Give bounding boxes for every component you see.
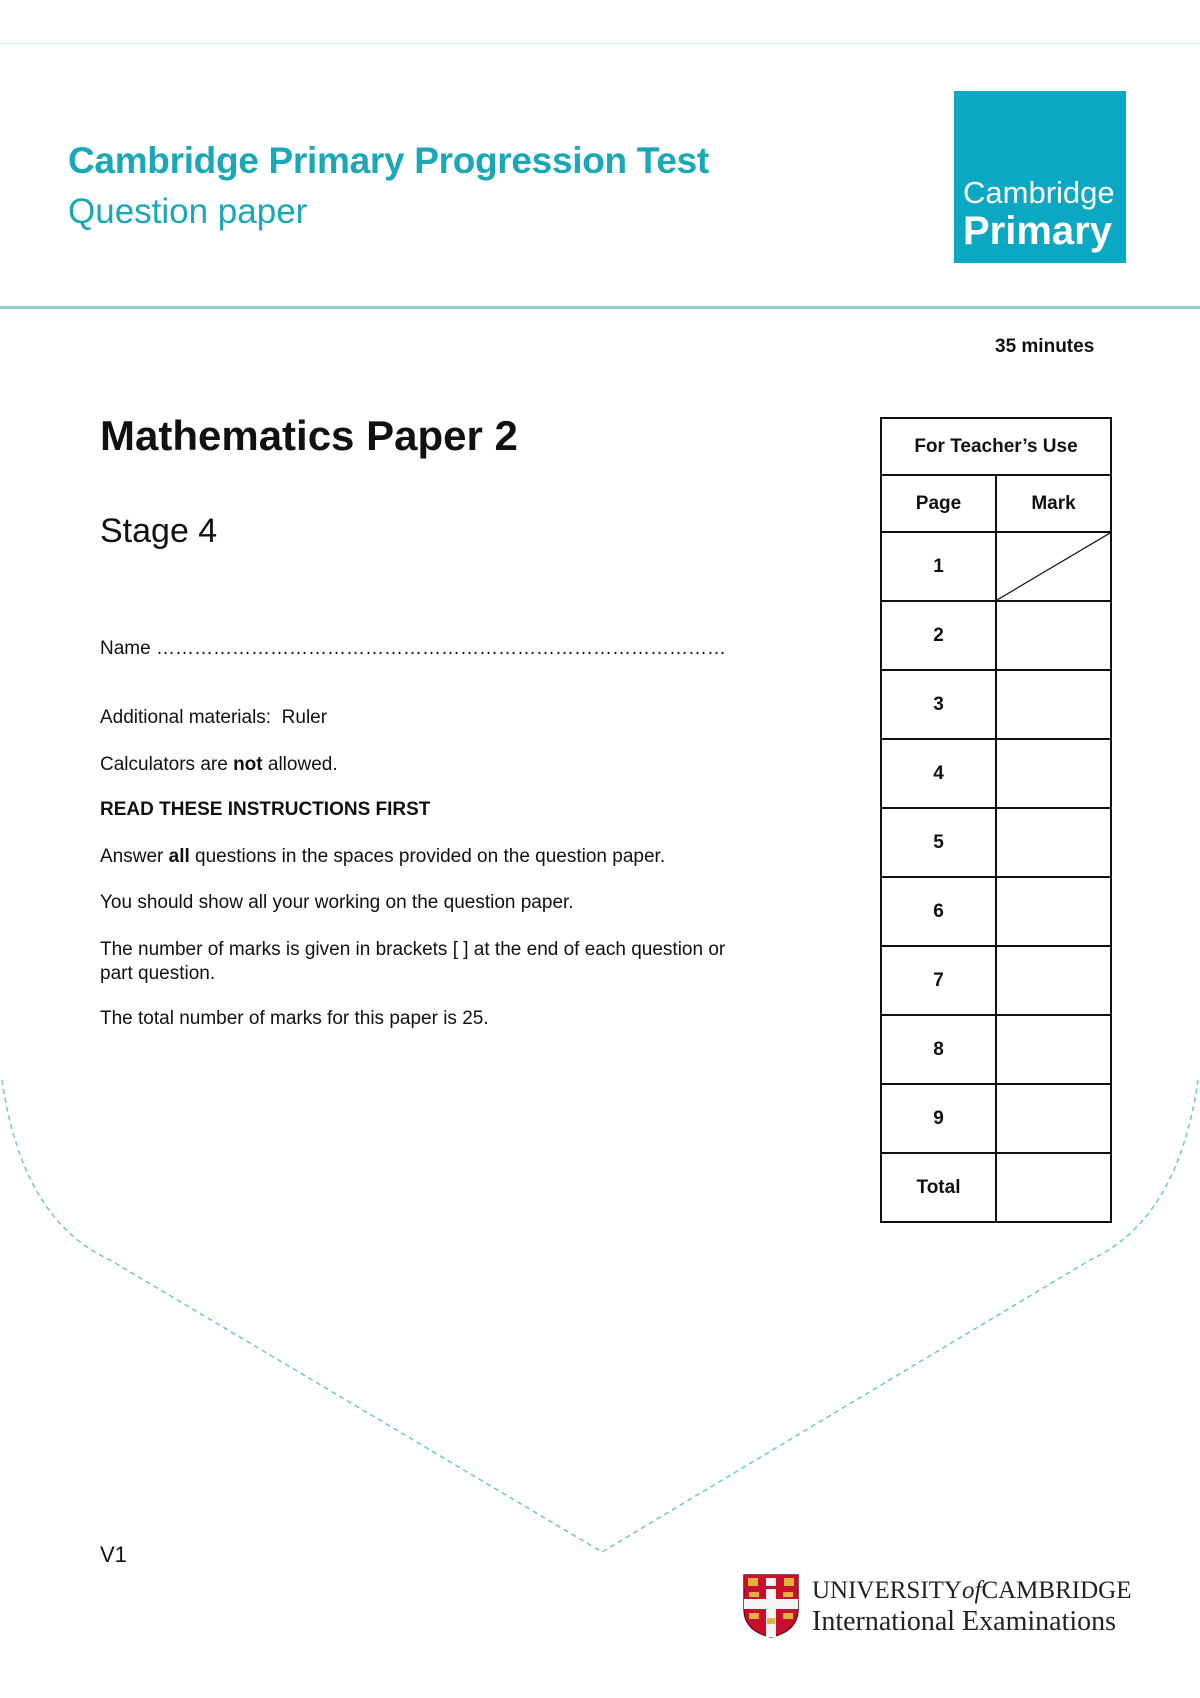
university-name [812, 1577, 1131, 1605]
univ-of: of [962, 1577, 982, 1604]
page-cell-5: 5 [881, 808, 996, 877]
mark-cell-6 [996, 877, 1111, 946]
page-cell-total: Total [881, 1153, 996, 1222]
page-cell-7: 7 [881, 946, 996, 1015]
stage-label: Stage 4 [100, 512, 218, 550]
univ-pre: UNIVERSITY [812, 1577, 962, 1604]
page-cell-6: 6 [881, 877, 996, 946]
page-cell-3: 3 [881, 670, 996, 739]
answer-instruction [100, 846, 665, 868]
teacher-table-title: For Teacher’s Use [881, 418, 1111, 475]
mark-cell-total [996, 1153, 1111, 1222]
page-cell-1: 1 [881, 532, 996, 601]
header-divider [0, 306, 1200, 309]
logo-line1: Cambridge [963, 175, 1115, 210]
cambridge-primary-logo [954, 91, 1126, 263]
logo-line2: Primary [963, 209, 1112, 253]
header-subtitle: Question paper [68, 192, 308, 231]
mark-cell-4 [996, 739, 1111, 808]
answer-bold: all [168, 846, 190, 867]
materials-line [100, 707, 327, 729]
duration-label: 35 minutes [995, 336, 1095, 357]
mark-cell-3 [996, 670, 1111, 739]
mark-cell-5 [996, 808, 1111, 877]
international-examinations: International Examinations [812, 1606, 1117, 1637]
page-cell-9: 9 [881, 1084, 996, 1153]
materials-label: Additional materials: [100, 707, 272, 728]
mark-cell-8 [996, 1015, 1111, 1084]
university-crest-icon [742, 1573, 800, 1639]
page-cell-2: 2 [881, 601, 996, 670]
teacher-use-table [880, 417, 1112, 1223]
mark-cell-2 [996, 601, 1111, 670]
top-divider [0, 43, 1200, 44]
working-instruction: You should show all your working on the question paper. [100, 892, 574, 913]
answer-pre: Answer [100, 846, 164, 867]
name-line [100, 638, 726, 660]
column-header-page: Page [881, 475, 996, 532]
mark-cell-9 [996, 1084, 1111, 1153]
name-label: Name [100, 638, 151, 659]
answer-post: questions in the spaces provided on the question paper. [195, 846, 666, 867]
mark-cell-7 [996, 946, 1111, 1015]
version-label: V1 [100, 1542, 127, 1567]
page-cell-8: 8 [881, 1015, 996, 1084]
materials-value: Ruler [281, 707, 328, 728]
univ-post: CAMBRIDGE [981, 1577, 1132, 1604]
calculator-line [100, 754, 338, 776]
page-cell-4: 4 [881, 739, 996, 808]
diagonal-strike [997, 533, 1110, 600]
header-title: Cambridge Primary Progression Test [68, 140, 709, 181]
instructions-heading: READ THESE INSTRUCTIONS FIRST [100, 799, 431, 820]
calc-post: allowed. [267, 754, 338, 775]
calc-bold: not [233, 754, 263, 775]
total-marks-instruction: The total number of marks for this paper is 25. [100, 1008, 489, 1029]
name-dots: ……………………………………………………………………………… [155, 638, 726, 659]
column-header-mark: Mark [996, 475, 1111, 532]
marks-instruction: The number of marks is given in brackets [ ] at the end of each question or part question. [100, 939, 726, 984]
paper-title: Mathematics Paper 2 [100, 412, 518, 459]
calc-pre: Calculators are [100, 754, 228, 775]
mark-cell-1-crossed [996, 532, 1111, 601]
